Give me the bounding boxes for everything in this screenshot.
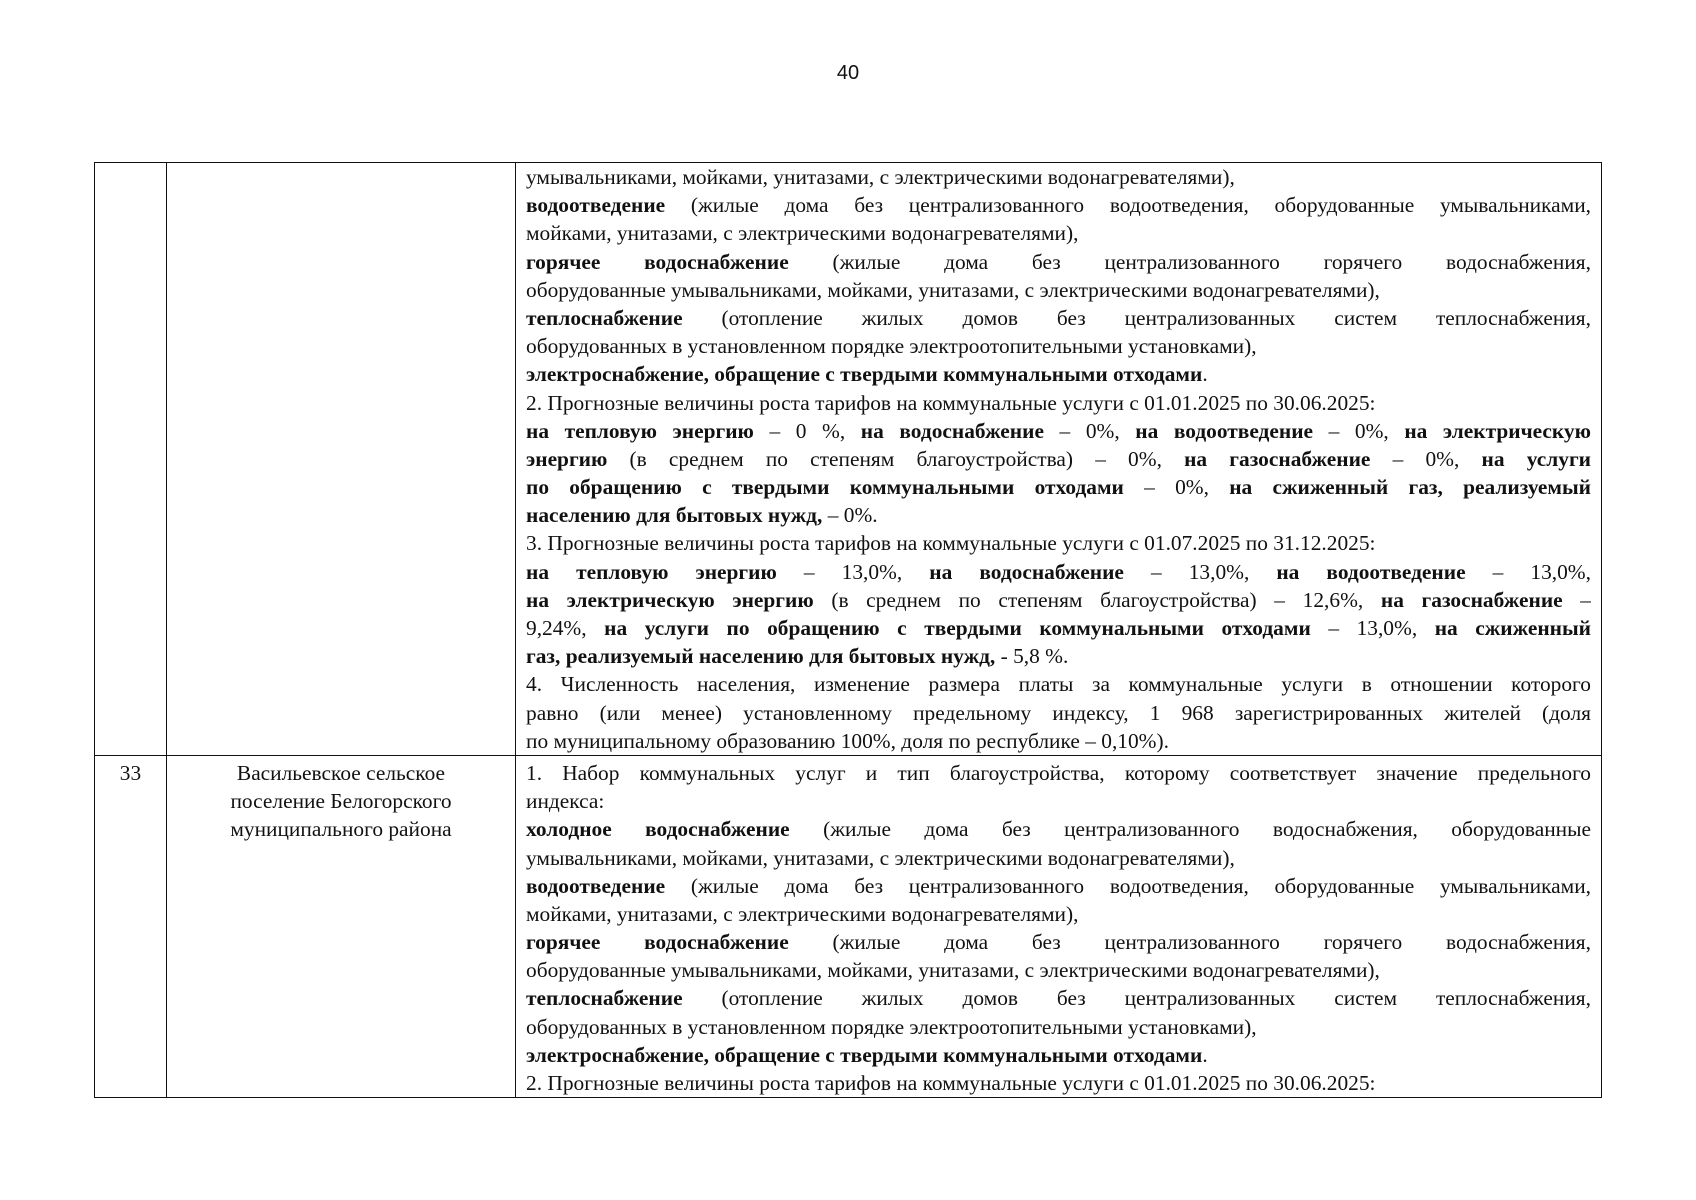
text-segment: (отопление жилых домов без централизованных систем теплоснабжения, — [682, 305, 1591, 330]
bold-text: на водоснабжение — [929, 559, 1124, 584]
text-segment: – 0%, — [1123, 475, 1230, 500]
municipality-name-line: поселение Белогорского — [230, 789, 452, 814]
description-line — [526, 304, 1591, 332]
bold-text: на сжиженный — [1434, 616, 1591, 640]
description-line — [526, 417, 1591, 445]
table-row — [95, 163, 1602, 756]
bold-text: холодное водоснабжение — [526, 817, 790, 842]
description-line — [526, 844, 1591, 872]
municipality-name-cell — [167, 755, 516, 1097]
text-segment: оборудованные умывальниками, мойками, унитазами, с электрическими водонагревателями), — [526, 958, 1380, 983]
description-line — [526, 956, 1591, 984]
text-segment: (жилые дома без централизованного водоотведения, оборудованные умывальниками, — [665, 873, 1591, 898]
text-segment: 9,24%, — [526, 616, 605, 640]
description-line — [526, 248, 1591, 276]
text-segment: – 0%, — [1313, 418, 1405, 443]
text-segment: оборудованных в установленном порядке электроотопительными установками), — [526, 334, 1257, 359]
text-segment: – 13,0%, — [776, 559, 930, 584]
text-segment: по муниципальному образованию 100%, доля по республике – 0,10%). — [526, 728, 1169, 753]
bold-text: на услуги по обращению с твердыми коммунальными отходами — [604, 616, 1311, 640]
description-line — [526, 614, 1591, 642]
text-segment: – — [1562, 587, 1591, 612]
text-segment: (жилые дома без централизованного горячего водоснабжения, — [788, 930, 1591, 955]
description-line — [526, 900, 1591, 928]
description-text — [526, 163, 1591, 755]
bold-text: на электрическую — [1404, 418, 1591, 443]
text-segment: (в среднем по степеням благоустройства) – 0%, — [607, 446, 1185, 471]
description-line — [526, 699, 1591, 727]
description-line — [526, 219, 1591, 247]
bold-text: на электрическую энергию — [526, 587, 814, 612]
description-cell — [516, 755, 1602, 1097]
text-segment: равно (или менее) установленному предельному индексу, 1 968 зарегистрированных жителей (доля — [526, 700, 1591, 725]
text-segment: умывальниками, мойками, унитазами, с электрическими водонагревателями), — [526, 165, 1235, 189]
description-line — [526, 276, 1591, 304]
bold-text: горячее водоснабжение — [526, 249, 789, 274]
description-text — [526, 759, 1591, 1097]
text-segment: 2. Прогнозные величины роста тарифов на коммунальные услуги с 01.01.2025 по 30.06.2025: — [526, 390, 1376, 415]
description-line — [526, 1013, 1591, 1041]
bold-text: электроснабжение, обращение с твердыми коммунальными отходами — [526, 362, 1203, 387]
tariff-table — [94, 162, 1602, 1098]
bold-text: газ, реализуемый населению для бытовых нужд, — [526, 644, 996, 669]
text-segment: 1. Набор коммунальных услуг и тип благоустройства, которому соответствует значение предельного — [526, 760, 1591, 785]
description-line — [526, 872, 1591, 900]
text-segment: . — [1202, 1042, 1208, 1067]
bold-text: на водоотведение — [1276, 559, 1466, 584]
text-segment: мойками, унитазами, с электрическими водонагревателями), — [526, 221, 1079, 246]
bold-text: на газоснабжение — [1380, 587, 1563, 612]
bold-text: на тепловую энергию — [526, 559, 777, 584]
text-segment: индекса: — [526, 789, 605, 814]
text-segment: – 0%. — [822, 503, 878, 528]
description-line — [526, 445, 1591, 473]
description-line — [526, 1069, 1591, 1097]
bold-text: горячее водоснабжение — [526, 930, 789, 955]
bold-text: населению для бытовых нужд, — [526, 503, 823, 528]
text-segment: – 13,0%, — [1123, 559, 1277, 584]
description-line — [526, 670, 1591, 698]
text-segment: – 0%, — [1370, 446, 1482, 471]
page-number: 40 — [836, 62, 860, 84]
description-line — [526, 332, 1591, 360]
description-line — [526, 473, 1591, 501]
text-segment: мойками, унитазами, с электрическими водонагревателями), — [526, 901, 1079, 926]
text-segment: (отопление жилых домов без централизованных систем теплоснабжения, — [682, 986, 1591, 1011]
bold-text: теплоснабжение — [526, 305, 683, 330]
text-segment: – 13,0%, — [1310, 616, 1435, 640]
bold-text: электроснабжение, обращение с твердыми коммунальными отходами — [526, 1042, 1203, 1067]
bold-text: водоотведение — [526, 193, 666, 218]
description-line — [526, 727, 1591, 755]
bold-text: на водоотведение — [1135, 418, 1314, 443]
table-row — [95, 755, 1602, 1097]
text-segment: (жилые дома без централизованного водоотведения, оборудованные умывальниками, — [665, 193, 1591, 218]
description-line — [526, 558, 1591, 586]
description-line — [526, 787, 1591, 815]
row-number-cell — [95, 163, 167, 756]
description-line — [526, 191, 1591, 219]
text-segment: (жилые дома без централизованного горячего водоснабжения, — [788, 249, 1591, 274]
bold-text: на услуги — [1481, 446, 1591, 471]
description-line — [526, 360, 1591, 388]
bold-text: по обращению с твердыми коммунальными отходами — [526, 475, 1124, 500]
text-segment: 2. Прогнозные величины роста тарифов на коммунальные услуги с 01.01.2025 по 30.06.2025: — [526, 1071, 1376, 1095]
bold-text: на газоснабжение — [1184, 446, 1371, 471]
municipality-name-line: Васильевское сельское — [236, 760, 446, 785]
description-line — [526, 1041, 1591, 1069]
description-line — [526, 928, 1591, 956]
bold-text: энергию — [526, 446, 608, 471]
text-segment: – 0 %, — [753, 418, 861, 443]
text-segment: 4. Численность населения, изменение размера платы за коммунальные услуги в отношении которого — [526, 672, 1591, 697]
bold-text: на тепловую энергию — [526, 418, 754, 443]
text-segment: оборудованные умывальниками, мойками, унитазами, с электрическими водонагревателями), — [526, 277, 1380, 302]
description-cell — [516, 163, 1602, 756]
text-segment: 3. Прогнозные величины роста тарифов на коммунальные услуги с 01.07.2025 по 31.12.2025: — [526, 531, 1376, 556]
description-line — [526, 642, 1591, 670]
bold-text: водоотведение — [526, 873, 666, 898]
text-segment: умывальниками, мойками, унитазами, с электрическими водонагревателями), — [526, 845, 1235, 870]
description-line — [526, 389, 1591, 417]
municipality-name-cell — [167, 163, 516, 756]
description-line — [526, 586, 1591, 614]
municipality-name-line: муниципального района — [230, 817, 452, 842]
text-segment: . — [1202, 362, 1208, 387]
description-line — [526, 984, 1591, 1012]
text-segment: (в среднем по степеням благоустройства) – 12,6%, — [813, 587, 1381, 612]
text-segment: - 5,8 %. — [995, 644, 1069, 669]
description-line — [526, 759, 1591, 787]
description-line — [526, 815, 1591, 843]
text-segment: – 0%, — [1043, 418, 1136, 443]
bold-text: на сжиженный газ, реализуемый — [1229, 475, 1591, 500]
text-segment: оборудованных в установленном порядке электроотопительными установками), — [526, 1014, 1257, 1039]
description-line — [526, 501, 1591, 529]
text-segment: (жилые дома без централизованного водоснабжения, оборудованные — [789, 817, 1591, 842]
row-number-cell: 33 — [95, 755, 167, 1097]
text-segment: – 13,0%, — [1465, 559, 1591, 584]
bold-text: теплоснабжение — [526, 986, 683, 1011]
description-line — [526, 163, 1591, 191]
description-line — [526, 529, 1591, 557]
bold-text: на водоснабжение — [860, 418, 1044, 443]
